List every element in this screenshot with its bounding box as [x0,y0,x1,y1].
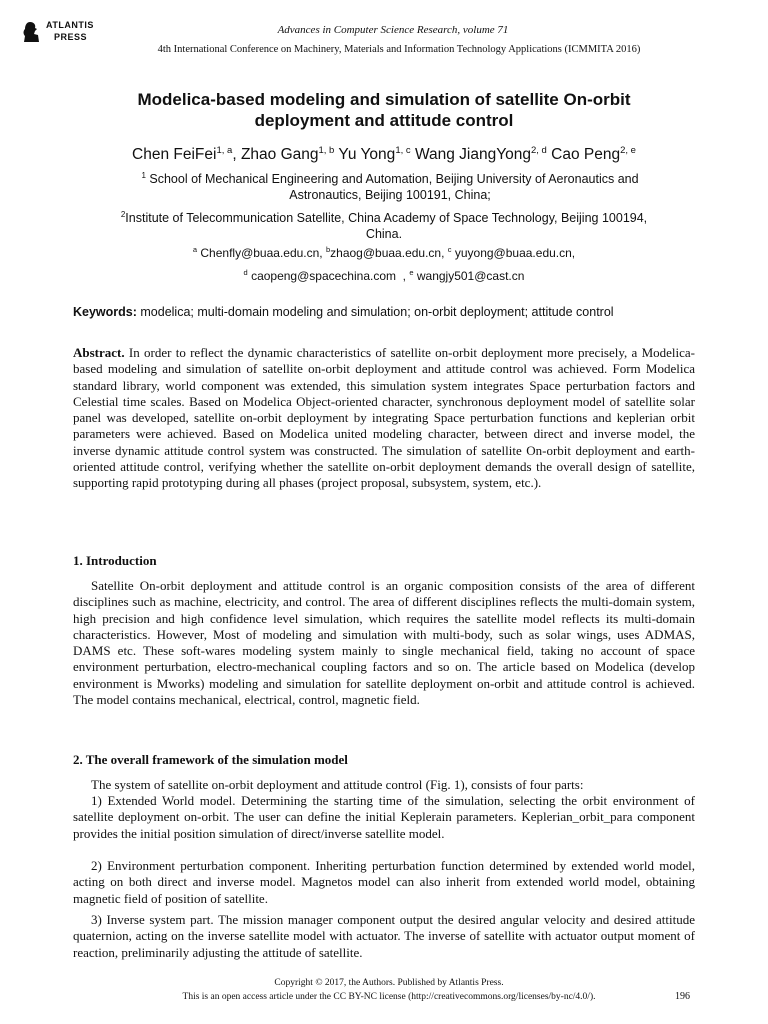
paper-title [60,89,708,131]
section-heading: 1. Introduction [73,553,157,568]
email-sup: b [325,245,331,254]
email-address[interactable]: yuyong@buaa.edu.cn, [454,246,576,260]
logo-line-2: PRESS [54,32,88,42]
body-paragraph: 2) Environment perturbation component. Inheriting perturbation function determined by extended world model, acting on both direct and inverse model. Magnetos model can also inherit from extended world model, obtaining magnetic field of position of satellite. [73,858,695,906]
affiliation-line: Astronautics, Beijing 100191, China; [289,188,491,203]
author-name: Yu Yong [338,146,396,164]
author-name: Zhao Gang [240,146,319,164]
author-sup: 1, b [318,145,335,156]
email-line-2 [60,268,708,283]
email-address[interactable]: wangjy501@cast.cn [416,269,525,283]
author-sep: , [232,146,241,164]
section-heading: 2. The overall framework of the simulation model [73,752,348,767]
keywords [73,305,713,319]
author-sup: 1, a [216,145,233,156]
body-paragraph: Satellite On-orbit deployment and attitude control is an organic composition consists of the area of different disciplines such as machine, electricity, and control. The area of different disciplines reflects the multi-domain system, high precision and high confidence level simulation, which requires the satellite model reflects its multi-domain characteristics. However, Most of modeling and simulation with multi-body, such as solar wings, uses ADMAS, DAMS etc. These soft-wares modeling system mainly to single mechanical field, taking no account of space environment perturbation, electro-mechanical coupling factors and so on. The article based on Modelica (develop environment is Mworks) modeling and simulation for satellite deployment on-orbit and attitude control is achieved. The model contains mechanical, electrical, control, magnetic field. [73,578,695,708]
page-number: 196 [675,991,690,1002]
affiliation-line: School of Mechanical Engineering and Automation, Beijing University of Aeronautics and [149,172,639,187]
author-sup: 2, d [531,145,547,156]
title-line-2: deployment and attitude control [254,111,514,130]
running-head: Advances in Computer Science Research, volume 71 [277,24,509,36]
copyright-notice: Copyright © 2017, the Authors. Published by Atlantis Press. [274,978,504,988]
affiliation-line: China. [365,227,403,242]
abstract-text: In order to reflect the dynamic characteristics of satellite on-orbit deployment more precisely, a Modelica-based modeling and simulation of satellite on-orbit deployment and attitude control was achieved. Form Modelica standard library, world component was extended, this simulation system integrates Space perturbation factors and Celestial time scales. Based on Modelica Object-oriented character, synchronous deployment model of satellite solar panel was developed, satellite on-orbit deployment by integrating Space perturbation functions and keplerian orbit parameters were achieved. Based on Modelica united modeling character, between direct and inverse model, the inverse dynamic attitude control system was constructed. The simulation of satellite On-orbit deployment and earth-oriented attitude control, verifying whether the satellite on-orbit deployment demands the overall design of satellite, supporting rapid prototyping during all phases (project proposal, subsystem, system, etc.). [73,345,696,491]
license-notice[interactable]: This is an open access article under the CC BY-NC license (http://creativecommons.org/licenses/by-nc/4.0/). [182,992,596,1002]
author-sup: 1, c [395,145,411,156]
abstract-label: Abstract. [73,345,125,360]
email-address[interactable]: Chenfly@buaa.edu.cn, [200,246,326,260]
logo-line-1: ATLANTIS [46,20,94,30]
email-sup: c [447,245,452,254]
keywords-label: Keywords: [73,305,137,319]
title-line-1: Modelica-based modeling and simulation of satellite On-orbit [137,90,631,109]
body-paragraph: The system of satellite on-orbit deployment and attitude control (Fig. 1), consists of four parts: [91,777,584,792]
keywords-text: modelica; multi-domain modeling and simulation; on-orbit deployment; attitude control [140,305,614,319]
affiliation-sup: 2 [120,210,126,219]
affiliation-line: Institute of Telecommunication Satellite, China Academy of Space Technology, Beijing 100194, [125,211,648,226]
author-name: Chen FeiFei [132,146,217,164]
email-address[interactable]: caopeng@spacechina.com , [251,269,410,283]
abstract [73,345,695,492]
affiliation-1 [90,168,690,203]
email-sup: d [243,268,248,277]
affiliation-2 [66,207,702,242]
email-line-1 [60,245,708,260]
email-sup: e [409,268,414,277]
body-paragraph: 1) Extended World model. Determining the starting time of the simulation, selecting the orbit environment of satellite deployment on-orbit. The user can define the initial Keplerain parameters. Keplerian_orbit_para component provides the initial position simulation of direct/inverse satellite model. [73,793,695,841]
email-address[interactable]: zhaog@buaa.edu.cn, [330,246,448,260]
author-sup: 2, e [620,145,636,156]
author-name: Cao Peng [551,146,621,164]
author-name: Wang JiangYong [414,146,531,164]
author-list [40,145,728,164]
affiliation-sup: 1 [141,171,146,180]
conference-name: 4th International Conference on Machinery, Materials and Information Technology Applications (ICMMITA 2016) [157,44,641,55]
body-paragraph: 3) Inverse system part. The mission manager component output the desired angular velocity and desired attitude quaternion, acting on the inverse satellite model with actuator. The inverse of satellite with actuator output moment of reaction, preliminarily adjusting the attitude of satellite. [73,912,695,960]
email-sup: a [192,245,198,254]
